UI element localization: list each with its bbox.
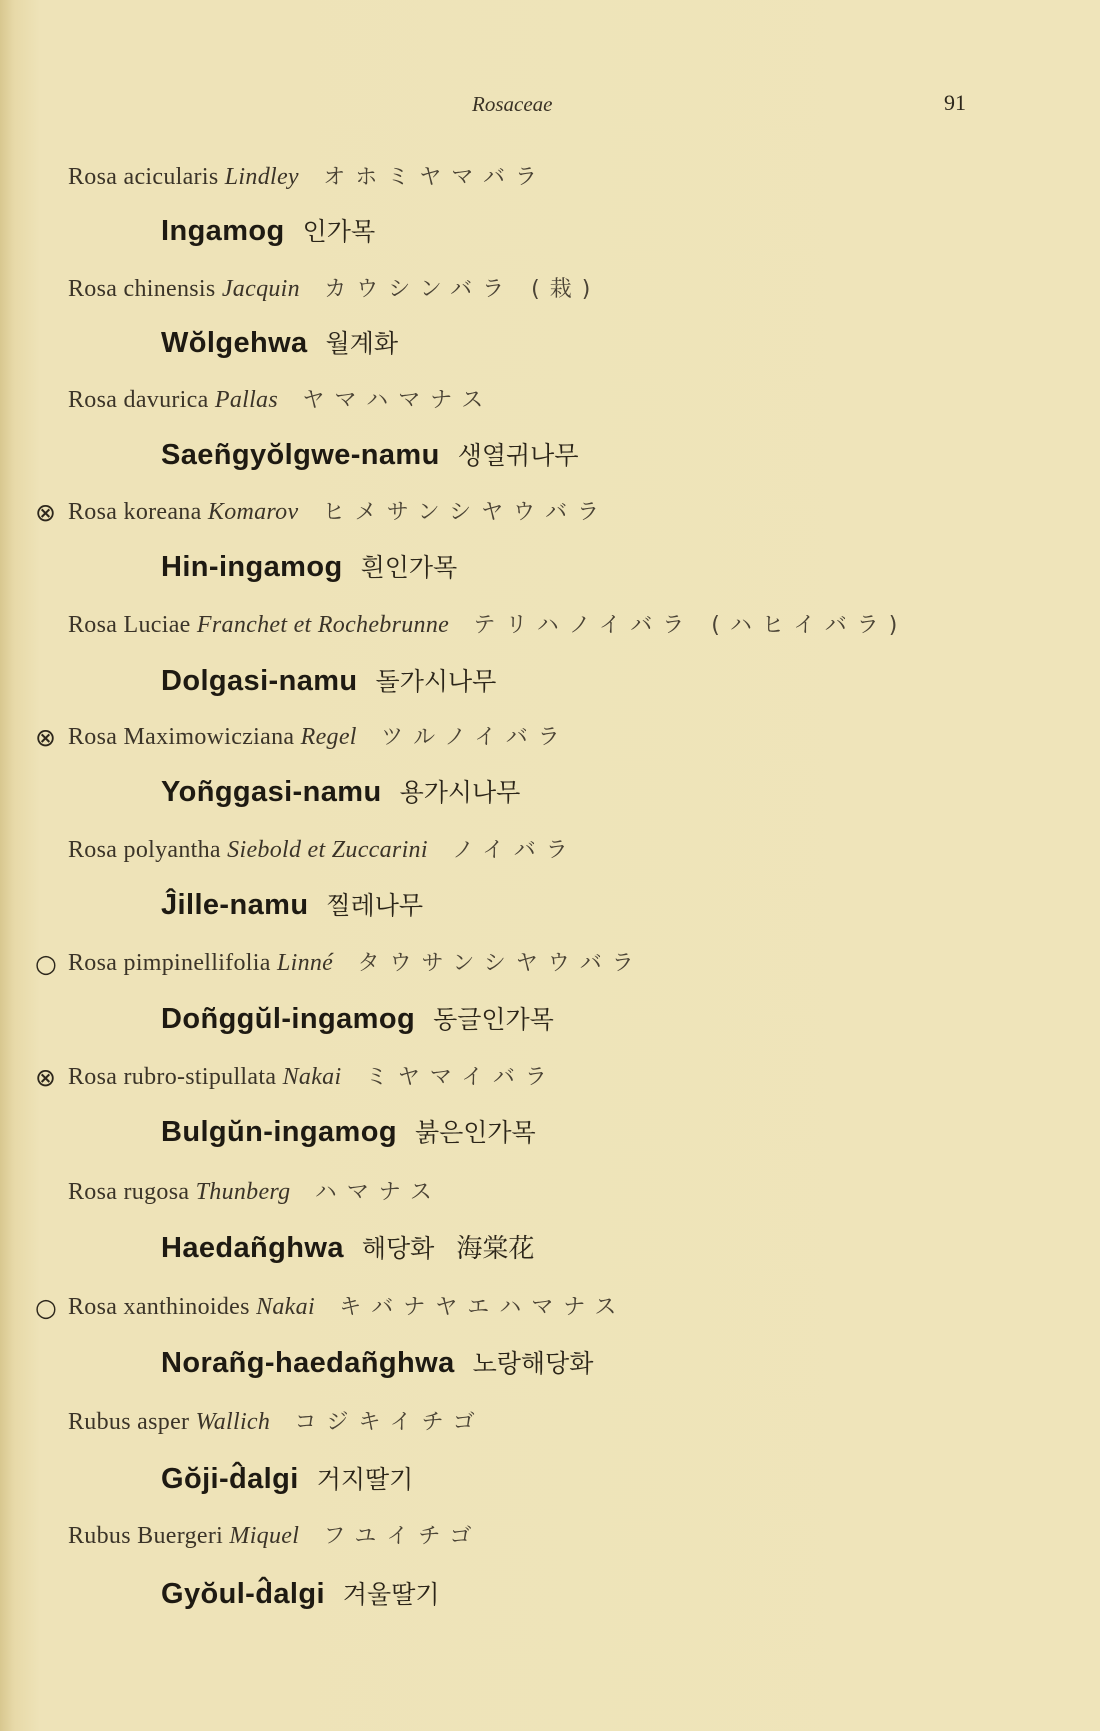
entry-marker [35,272,61,308]
genus: Rosa [68,1294,118,1320]
japanese-name: ノイバラ [452,838,578,863]
hangul-name: 돌가시나무 [375,667,497,696]
entry-marker [35,160,61,196]
hanja-name: 海棠花 [456,1234,535,1264]
species: asper [137,1409,190,1435]
korean-name-line [161,436,597,476]
scientific-name-line [68,383,493,419]
japanese-name: コジキイチゴ [294,1410,485,1435]
korean-romanized-name: Haedañghwa [161,1232,344,1264]
genus: Rosa [68,499,118,525]
genus: Rosa [68,950,118,976]
korean-name-line [161,773,538,813]
author: Nakai [256,1294,315,1320]
korean-romanized-name: Norañg-haedañghwa [161,1347,455,1379]
author: Miquel [229,1523,300,1549]
japanese-name: タウサンシヤウバラ [357,951,644,976]
korean-romanized-name: Saeñgyŏlgwe-namu [161,439,440,471]
japanese-name: キバナヤエハマナス [339,1295,627,1320]
scientific-name-line [68,1405,485,1441]
author: Pallas [214,387,278,413]
japanese-name: ミヤマイバラ [365,1065,557,1090]
hangul-name: 동글인가목 [433,1005,554,1034]
hangul-name: 해당화 [361,1234,435,1263]
hangul-name: 생열귀나무 [457,441,579,470]
korean-name-line [161,1000,572,1040]
genus: Rosa [68,387,118,413]
author: Nakai [282,1064,342,1090]
japanese-name: ヤマハマナス [302,388,494,413]
entry-marker: ⊗ [35,723,56,752]
scientific-name-line [68,833,578,869]
author: Lindley [224,164,299,190]
korean-name-line [161,1113,554,1153]
genus: Rosa [68,1179,118,1205]
hangul-name: 용가시나무 [399,778,521,807]
scientific-name-line [68,946,644,982]
species: pimpinellifolia [123,950,271,976]
korean-romanized-name: Ingamog [161,215,285,247]
genus: Rubus [68,1409,131,1435]
korean-name-line [161,886,441,926]
species: Luciae [123,612,191,638]
korean-romanized-name: Dolgasi-namu [161,665,358,697]
species: polyantha [123,837,221,863]
japanese-name: テリハノイバラ (ハヒイバラ) [473,613,908,638]
running-title: Rosaceae [472,92,553,116]
japanese-name: フユイチゴ [323,1524,482,1549]
genus: Rubus [68,1523,131,1549]
author: Komarov [207,499,299,525]
entry-marker [35,383,61,419]
entry-marker: ○ [35,949,57,978]
korean-romanized-name: Ĵille-namu [161,889,309,921]
species: rubro-stipullata [123,1064,277,1090]
author: Wallich [195,1409,271,1435]
genus: Rosa [68,164,118,190]
korean-romanized-name: Hin-ingamog [161,551,343,583]
scientific-name-line [68,1060,557,1096]
korean-romanized-name: Gŏji-d̂algi [161,1463,299,1495]
scientific-name-line [68,1290,626,1326]
korean-romanized-name: Yoñggasi-namu [161,776,382,808]
species: koreana [123,499,202,525]
entry-marker: ⊗ [35,498,56,527]
hangul-name: 노랑해당화 [472,1349,594,1378]
species: rugosa [123,1179,190,1205]
genus: Rosa [68,1064,118,1090]
korean-name-line [161,548,475,588]
scientific-name-line [68,720,570,756]
scientific-name-line [68,1519,482,1555]
genus: Rosa [68,724,118,750]
korean-name-line [161,1575,458,1615]
hangul-name: 흰인가목 [360,553,458,582]
korean-name-line [161,212,393,252]
hangul-name: 찔레나무 [326,891,424,920]
species: Buergeri [137,1523,224,1549]
scientific-name-line [68,495,609,531]
scientific-name-line [68,160,547,196]
japanese-name: ハマナス [314,1180,442,1205]
entry-marker: ○ [35,1293,57,1322]
author: Siebold et Zuccarini [227,837,428,863]
korean-name-line [161,662,514,702]
author: Franchet et Rochebrunne [196,612,450,638]
entry-marker [35,1405,61,1441]
korean-romanized-name: Doñggŭl-ingamog [161,1003,416,1035]
page-number: 91 [944,90,966,115]
running-head [0,92,1100,122]
author: Regel [300,724,357,750]
korean-romanized-name: Gyŏul-d̂algi [161,1578,325,1610]
species: xanthinoides [123,1294,250,1320]
entry-marker [35,608,61,644]
korean-name-line [161,1228,534,1268]
korean-name-line [161,1344,611,1384]
scientific-name-line [68,272,600,308]
species: chinensis [123,276,216,302]
hangul-name: 거지딸기 [316,1465,414,1494]
genus: Rosa [68,837,118,863]
entry-marker [35,1519,61,1555]
author: Thunberg [195,1179,291,1205]
japanese-name: オホミヤマバラ [323,165,547,190]
species: davurica [123,387,209,413]
korean-romanized-name: Wŏlgehwa [161,327,308,359]
scientific-name-line [68,1175,442,1211]
genus: Rosa [68,612,118,638]
hangul-name: 붉은인가목 [414,1118,536,1147]
korean-name-line [161,324,416,364]
hangul-name: 겨울딸기 [342,1580,440,1609]
entry-marker [35,833,61,869]
japanese-name: ヒメサンシヤウバラ [322,500,610,525]
japanese-name: カウシンバラ (栽) [324,277,601,302]
entry-marker [35,1175,61,1211]
korean-name-line [161,1460,431,1500]
species: Maximowicziana [123,724,295,750]
author: Jacquin [221,276,300,302]
entry-marker: ⊗ [35,1063,56,1092]
japanese-name: ツルノイバラ [381,725,570,750]
scientific-name-line [68,608,907,644]
author: Linné [276,950,334,976]
genus: Rosa [68,276,118,302]
hangul-name: 월계화 [325,329,399,358]
species: acicularis [123,164,219,190]
hangul-name: 인가목 [302,217,376,246]
korean-romanized-name: Bulgŭn-ingamog [161,1116,397,1148]
